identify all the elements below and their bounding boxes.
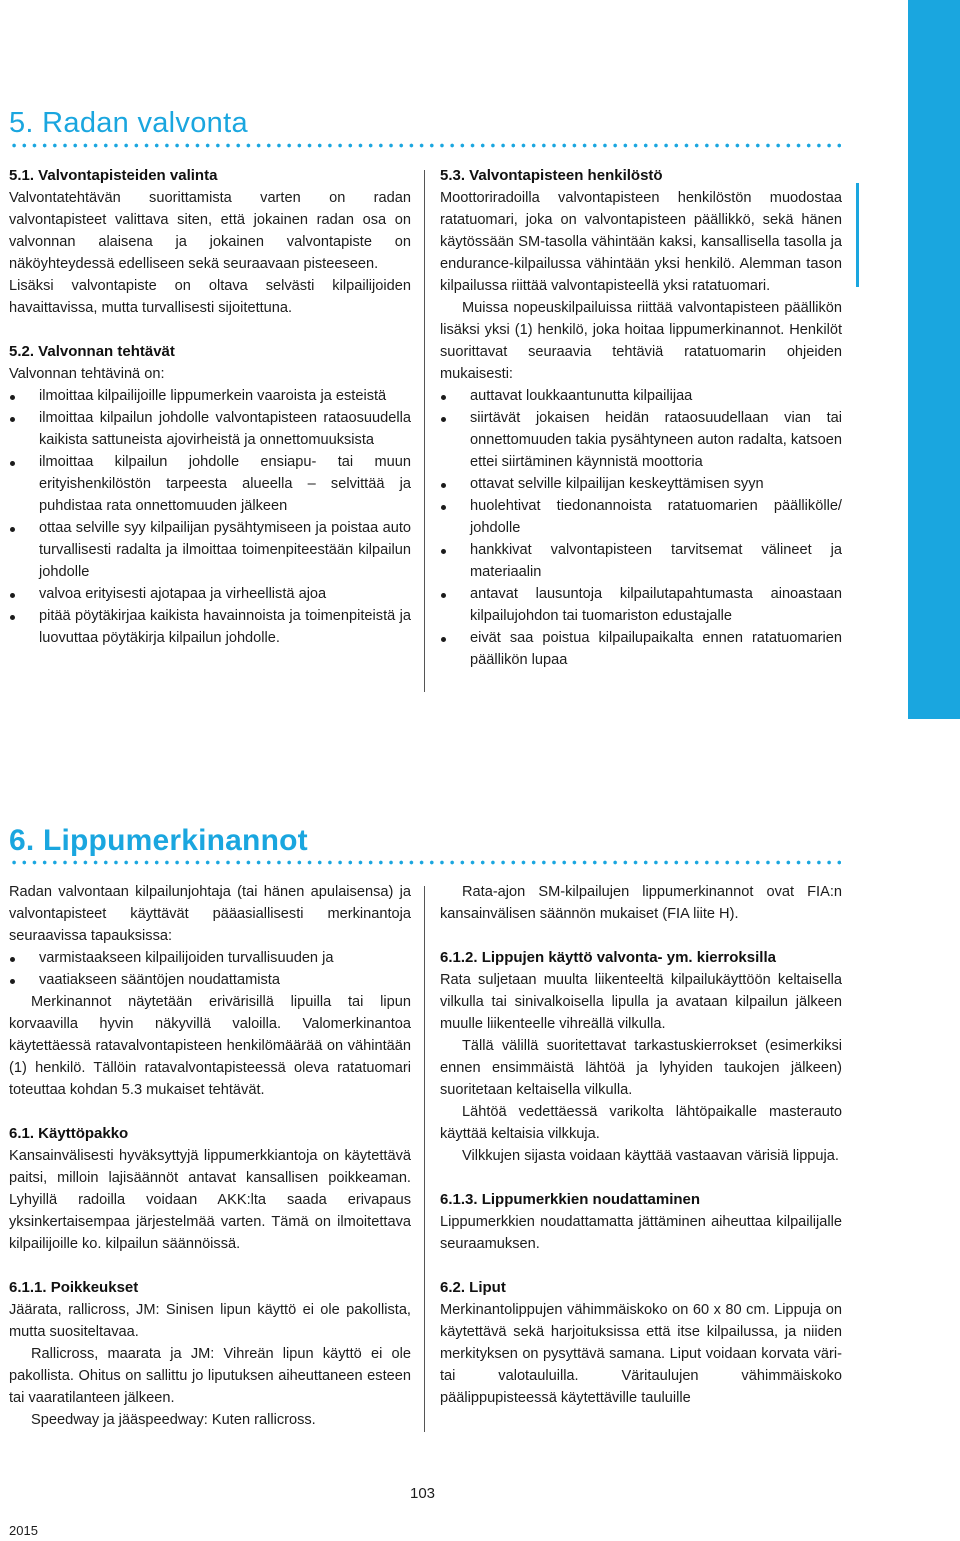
list-item: antavat lausuntoja kilpailutapahtumasta ainoastaan kilpailujohdon tai tuomariston edustajalle: [440, 583, 842, 627]
page-number: 103: [410, 1485, 436, 1502]
section-6-right-column: [440, 881, 842, 1409]
paragraph: Radan valvontaan kilpailunjohtaja (tai hänen apulaisensa) ja valvontapisteet käyttävät pääasiallisesti merkinantoja seuraavissa tapauksissa:: [9, 884, 411, 944]
section-5-right-column: [440, 165, 842, 671]
section-5-left-column: [9, 165, 411, 649]
heading-6-1-1: 6.1.1. Poikkeukset: [9, 1279, 139, 1296]
paragraph: Rata-ajon SM-kilpailujen lippumerkinannot ovat FIA:n kansainvälisen säännön mukaiset (FIA liite H).: [440, 884, 842, 922]
list-item: pitää pöytäkirjaa kaikista havainnoista ja toimenpiteistä ja luovuttaa pöytäkirja kilpailun johdolle.: [9, 605, 411, 649]
paragraph: Merkinannot näytetään erivärisillä lipuilla tai lipun korvaavilla hyvin näkyvillä valoilla. Valomerkinantoa käytettäessä ratavalvontapisteen henkilömäärää on vähintään (1) henkilö. Tällöin ratavalvontapisteessä oleva ratatuomari toteuttaa kohdan 5.3 mukaiset tehtävät.: [9, 994, 411, 1098]
paragraph: Merkinantolippujen vähimmäiskoko on 60 x 80 cm. Lippuja on käytettävä sekä harjoituksissa että itse kilpailussa, ja niiden merkityksen on pysyttävä samana. Liput voidaan korvata väri- tai valotauluilla. Väritaulujen vähimmäiskoko päälippupisteessä käytettäville tauluille: [440, 1302, 842, 1406]
list-item: ottaa selville syy kilpailijan pysähtymiseen ja poistaa auto turvallisesti radalta ja ilmoittaa toimenpiteestään kilpailun johdolle: [9, 517, 411, 583]
list-item: vaatiakseen sääntöjen noudattamista: [9, 969, 411, 991]
list-item: varmistaakseen kilpailijoiden turvallisuuden ja: [9, 947, 411, 969]
list-item: auttavat loukkaantunutta kilpailijaa: [440, 385, 842, 407]
list-item: hankkivat valvontapisteen tarvitsemat välineet ja materiaalin: [440, 539, 842, 583]
list-item: valvoa erityisesti ajotapaa ja virheellistä ajoa: [9, 583, 411, 605]
heading-6-1-3: 6.1.3. Lippumerkkien noudattaminen: [440, 1191, 701, 1208]
section-6-title: 6. Lippumerkinannot: [9, 824, 308, 857]
paragraph: Lippumerkkien noudattamatta jättäminen aiheuttaa kilpailijalle seuraamuksen.: [440, 1214, 842, 1252]
paragraph: Rallicross, maarata ja JM: Vihreän lipun käyttö ei ole pakollista. Ohitus on sallittu jo liputuksen aiheuttaneen esteen tai vaaratilanteen jälkeen.: [9, 1346, 411, 1406]
list-item: huolehtivat tiedonannoista ratatuomarien päällikölle/ johdolle: [440, 495, 842, 539]
paragraph: Tällä välillä suoritettavat tarkastuskierrokset (esimerkiksi ennen ensimmäistä lähtöä ja lyhyiden taukojen jälkeen) suoritetaan keltaisella vilkulla.: [440, 1038, 842, 1098]
column-divider: [424, 886, 425, 1432]
list-item: ilmoittaa kilpailun johdolle valvontapisteen rataosuudella kaikista sattuneista ajovirheistä ja onnettomuuksista: [9, 407, 411, 451]
change-marker: [856, 183, 859, 287]
personnel-tasks-list: [440, 385, 842, 671]
heading-6-1-2: 6.1.2. Lippujen käyttö valvonta- ym. kierroksilla: [440, 949, 776, 966]
paragraph: Kansainvälisesti hyväksyttyjä lippumerkkiantoja on käytettävä paitsi, milloin lajisäännöt antavat kansallisen poikkeaman. Lyhyillä radoilla voidaan AKK:lta saada erivapaus yksinkertaisempaa järjestelmää varten. Tämä on ilmoitettava kilpailijoille ko. kilpailun säännöissä.: [9, 1148, 411, 1252]
list-item: siirtävät jokaisen heidän rataosuudellaan vian tai onnettomuuden takia pysähtyneen auton radalta, katsoen ettei siirtäminen käynnistä moottoria: [440, 407, 842, 473]
heading-5-3: 5.3. Valvontapisteen henkilöstö: [440, 167, 663, 184]
heading-6-1: 6.1. Käyttöpakko: [9, 1125, 129, 1142]
section-5-title: 5. Radan valvonta: [9, 107, 248, 139]
list-item: ilmoittaa kilpailun johdolle ensiapu- tai muun erityishenkilöstön tarpeesta alueella – selvittää ja puhdistaa rata onnettomuuden jälkeen: [9, 451, 411, 517]
footer-year: 2015: [9, 1523, 38, 1538]
column-divider: [424, 170, 425, 692]
dotted-rule: [9, 143, 841, 148]
paragraph: Speedway ja jääspeedway: Kuten rallicross.: [31, 1412, 316, 1428]
paragraph: Moottoriradoilla valvontapisteen henkilöstön muodostaa ratatuomari, joka on valvontapisteen päällikkö, sekä hänen käytössään SM-tasolla vähintään kaksi, kansallisella tasolla ja endurance-kilpailussa vähintään yksi henkilö. Alemman tason kilpailussa riittää valvontapisteellä yksi ratatuomari.: [440, 190, 842, 294]
heading-5-2: 5.2. Valvonnan tehtävät: [9, 343, 175, 360]
blue-sidebar-tab: [908, 0, 960, 719]
paragraph: Vilkkujen sijasta voidaan käyttää vastaavan värisiä lippuja.: [462, 1148, 839, 1164]
dotted-rule: [9, 860, 841, 865]
paragraph: Jäärata, rallicross, JM: Sinisen lipun käyttö ei ole pakollista, mutta suositeltavaa.: [9, 1302, 411, 1340]
paragraph: Lähtöä vedettäessä varikolta lähtöpaikalle masterauto käyttää keltaisia vilkkuja.: [440, 1104, 842, 1142]
paragraph: Rata suljetaan muulta liikenteeltä kilpailukäyttöön keltaisella vilkulla tai sinivalkoisella lipulla ja avataan kilpailun jälkeen muulle liikenteelle vihreällä vilkulla.: [440, 972, 842, 1032]
heading-5-1: 5.1. Valvontapisteiden valinta: [9, 167, 218, 184]
list-item: ottavat selville kilpailijan keskeyttämisen syyn: [440, 473, 842, 495]
heading-6-2: 6.2. Liput: [440, 1279, 506, 1296]
paragraph: Lisäksi valvontapiste on oltava selvästi kilpailijoiden havaittavissa, mutta turvallisesti sijoitettuna.: [9, 278, 411, 316]
list-item: eivät saa poistua kilpailupaikalta ennen ratatuomarien päällikön lupaa: [440, 627, 842, 671]
duties-list: [9, 385, 411, 649]
section-6-left-column: [9, 881, 411, 1431]
signal-purpose-list: [9, 947, 411, 991]
paragraph: Valvonnan tehtävinä on:: [9, 366, 165, 382]
list-item: ilmoittaa kilpailijoille lippumerkein vaaroista ja esteistä: [9, 385, 411, 407]
paragraph: Muissa nopeuskilpailuissa riittää valvontapisteen päällikön lisäksi yksi (1) henkilö, joka hoitaa lippumerkinannot. Henkilöt suorittavat seuraavia tehtäviä ratatuomarin ohjeiden mukaisesti:: [440, 300, 842, 382]
paragraph: Valvontatehtävän suorittamista varten on radan valvontapisteet valittava siten, että jokainen radan osa on valvonnan alaisena ja jokainen valvontapiste on näköyhteydessä edelliseen sekä seuraavaan pisteeseen.: [9, 190, 411, 272]
